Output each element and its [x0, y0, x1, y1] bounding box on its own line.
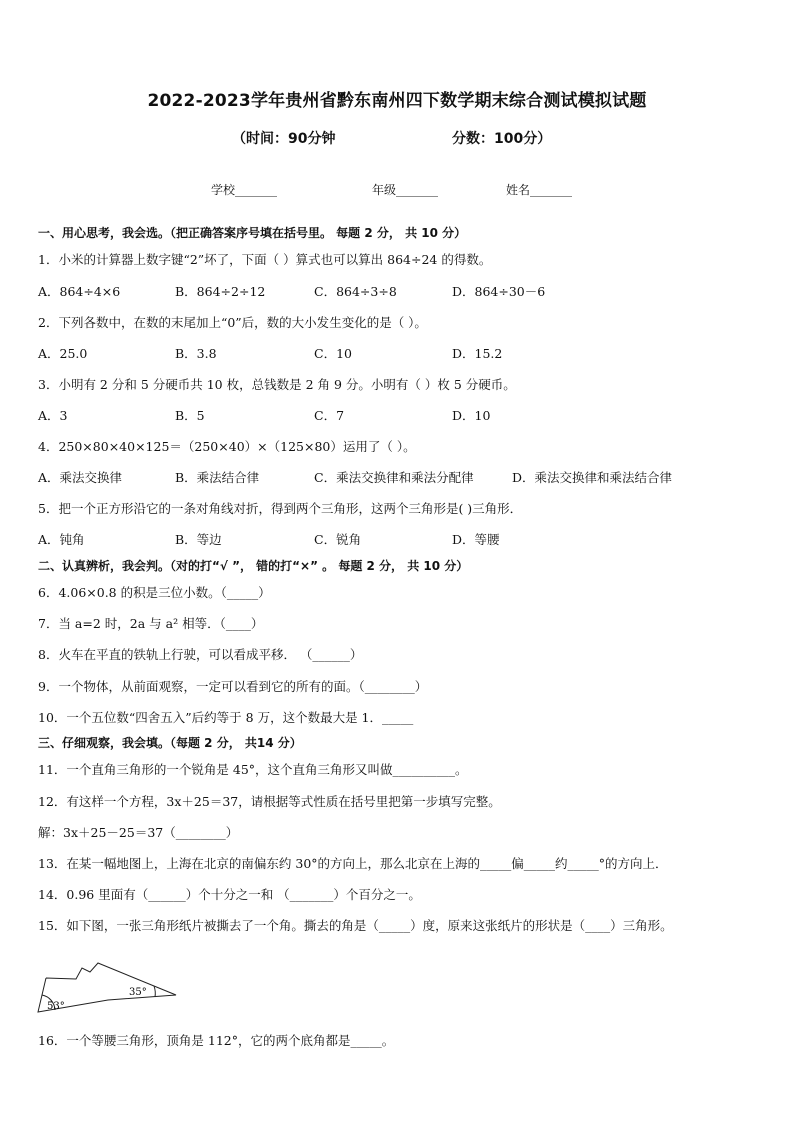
q4-option-a: A．乘法交换律 — [38, 470, 123, 485]
question-8: 8．火车在平直的铁轨上行驶，可以看成平移． （______） — [38, 647, 363, 662]
q5-option-d: D．等腰 — [452, 532, 500, 547]
torn-triangle-figure — [36, 958, 186, 1016]
q1-option-c: C．864÷3÷8 — [314, 284, 397, 299]
question-16: 16．一个等腰三角形，顶角是 112°，它的两个底角都是_____。 — [38, 1033, 395, 1048]
q5-option-c: C．锐角 — [314, 532, 362, 547]
question-6: 6．4.06×0.8 的积是三位小数。（_____） — [38, 585, 271, 600]
section-heading-choice: 一、用心思考，我会选。（把正确答案序号填在括号里。 每题 2 分， 共 10 分） — [38, 226, 467, 240]
q5-option-a: A．钝角 — [38, 532, 85, 547]
q4-option-c: C．乘法交换律和乘法分配律 — [314, 470, 474, 485]
question-13: 13．在某一幅地图上，上海在北京的南偏东约 30°的方向上，那么北京在上海的_____偏_____约_____°的方向上． — [38, 856, 668, 871]
question-2: 2．下列各数中，在数的末尾加上“0”后，数的大小发生变化的是（ ）。 — [38, 315, 427, 330]
question-15: 15．如下图，一张三角形纸片被撕去了一个角。撕去的角是（_____）度，原来这张纸片的形状是（____）三角形。 — [38, 918, 673, 933]
question-12: 12．有这样一个方程，3x＋25＝37，请根据等式性质在括号里把第一步填写完整。 — [38, 794, 501, 809]
section-heading-judge: 二、认真辨析，我会判。（对的打“√ ”， 错的打“×” 。 每题 2 分， 共 10 分） — [38, 559, 469, 573]
q3-option-b: B．5 — [175, 408, 205, 423]
page-title: 2022-2023学年贵州省黔东南州四下数学期末综合测试模拟试题 — [147, 91, 647, 111]
question-12-solution: 解：3x＋25－25＝37（________） — [38, 825, 239, 840]
q1-option-a: A．864÷4×6 — [38, 284, 121, 299]
q2-option-a: A．25.0 — [38, 346, 88, 361]
angle-label-35: 35° — [129, 987, 147, 998]
section-heading-fill: 三、仔细观察，我会填。（每题 2 分， 共14 分） — [38, 736, 302, 750]
question-3: 3．小明有 2 分和 5 分硬币共 10 枚，总钱数是 2 角 9 分。小明有（ ）枚 5 分硬币。 — [38, 377, 516, 392]
q3-option-a: A．3 — [38, 408, 68, 423]
q1-option-d: D．864÷30－6 — [452, 284, 546, 299]
q3-option-c: C．7 — [314, 408, 345, 423]
angle-label-53: 53° — [47, 1001, 65, 1012]
exam-time: （时间：90分钟 — [232, 131, 336, 147]
question-11: 11．一个直角三角形的一个锐角是 45°，这个直角三角形又叫做__________。 — [38, 762, 468, 777]
question-5: 5．把一个正方形沿它的一条对角线对折，得到两个三角形，这两个三角形是( )三角形． — [38, 501, 523, 516]
question-10: 10．一个五位数“四舍五入”后约等于 8 万，这个数最大是 1．_____ — [38, 710, 414, 725]
name-field: 姓名_______ — [506, 183, 573, 197]
right-angle-arc — [154, 986, 155, 997]
question-9: 9．一个物体，从前面观察，一定可以看到它的所有的面。（________） — [38, 679, 428, 694]
question-14: 14．0.96 里面有（______）个十分之一和 （_______）个百分之一。 — [38, 887, 421, 902]
q2-option-d: D．15.2 — [452, 346, 503, 361]
question-7: 7．当 a=2 时，2a 与 a² 相等．（____） — [38, 616, 264, 631]
question-1: 1．小米的计算器上数字键“2”坏了，下面（ ）算式也可以算出 864÷24 的得数。 — [38, 252, 492, 267]
q3-option-d: D．10 — [452, 408, 491, 423]
question-4: 4．250×80×40×125＝（250×40）×（125×80）运用了（ ）。 — [38, 439, 416, 454]
q4-option-b: B．乘法结合律 — [175, 470, 260, 485]
q1-option-b: B．864÷2÷12 — [175, 284, 266, 299]
grade-field: 年级_______ — [372, 183, 439, 197]
q5-option-b: B．等边 — [175, 532, 222, 547]
exam-score: 分数：100分） — [452, 131, 552, 147]
q4-option-d: D．乘法交换律和乘法结合律 — [512, 470, 673, 485]
q2-option-b: B．3.8 — [175, 346, 217, 361]
school-field: 学校_______ — [211, 183, 278, 197]
q2-option-c: C．10 — [314, 346, 352, 361]
